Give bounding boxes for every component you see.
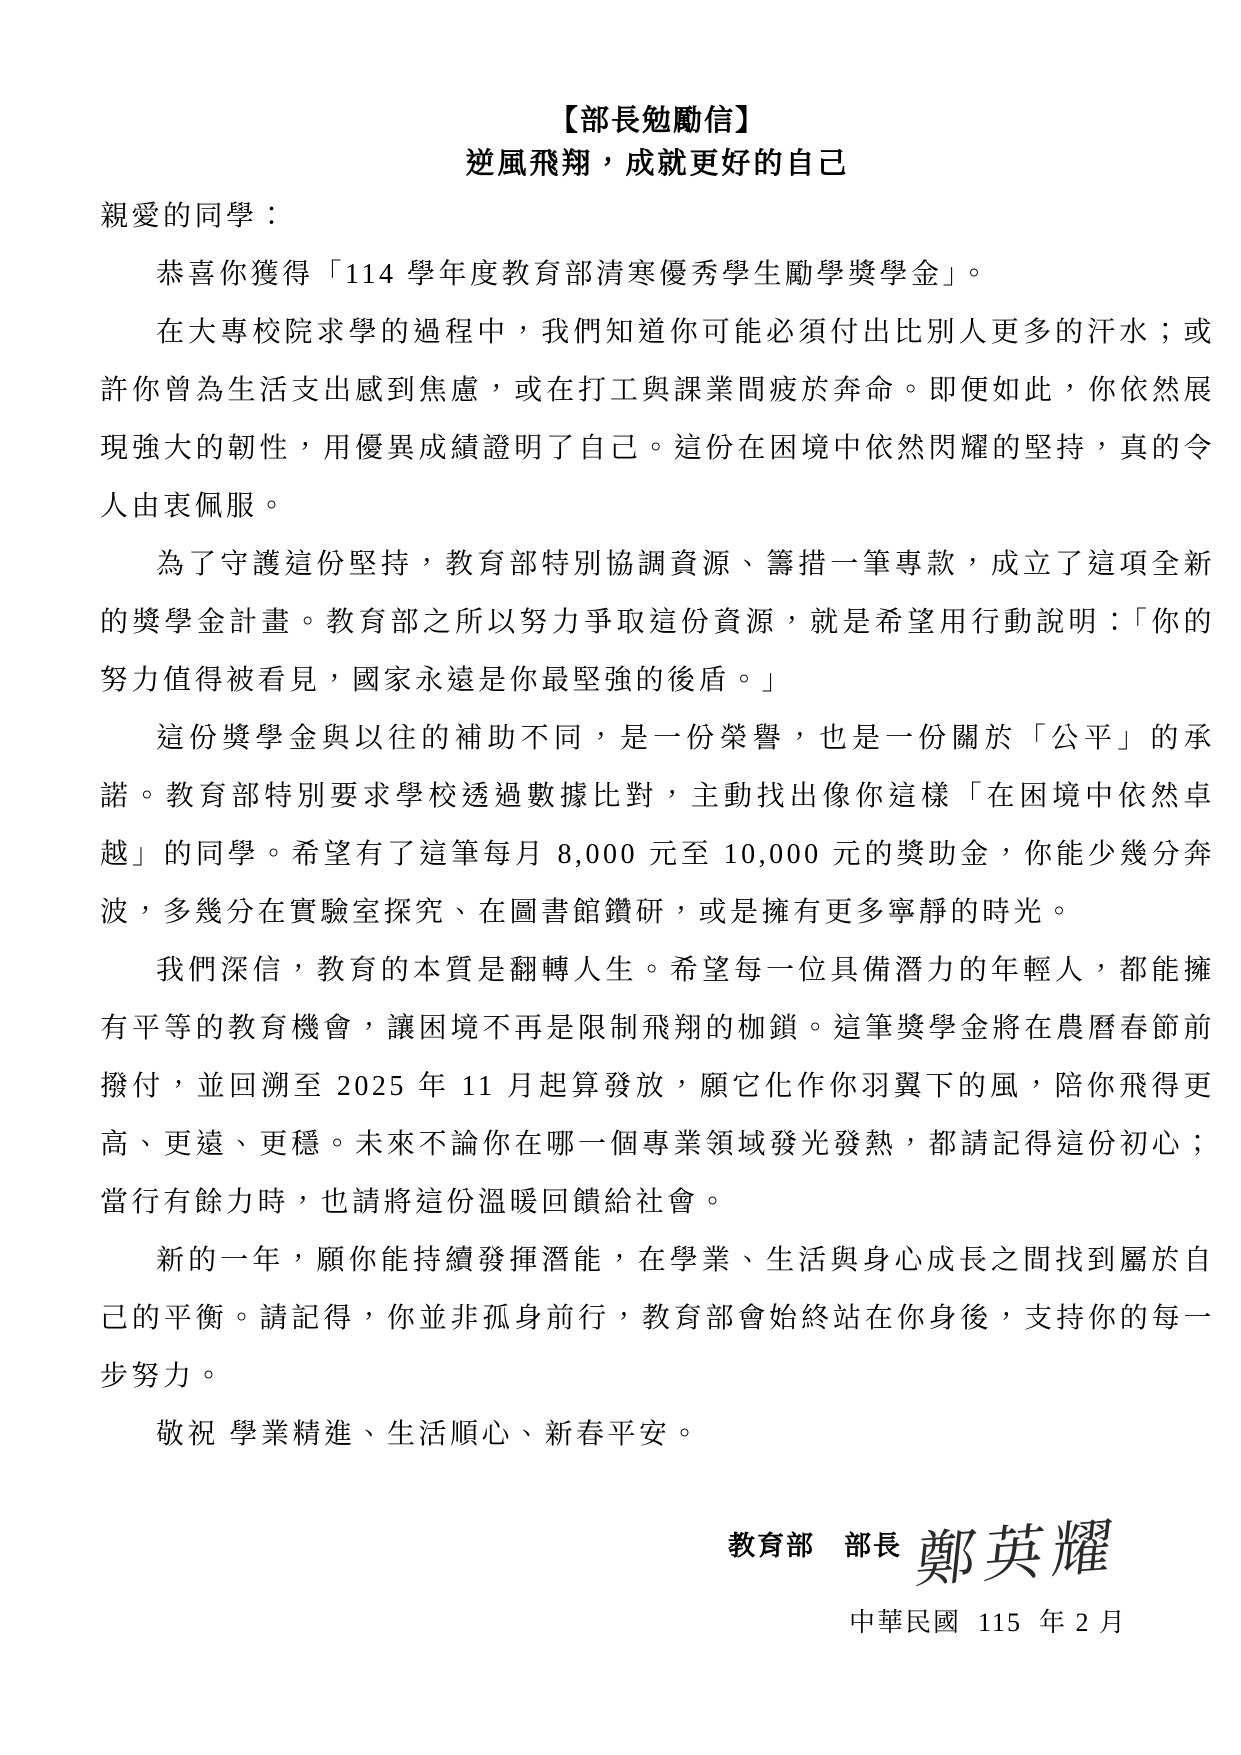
closing-line: 敬祝 學業精進、生活順心、新春平安。 — [156, 1419, 703, 1450]
paragraph: 恭喜你獲得「114 學年度教育部清寒優秀學生勵學獎學金」。 — [156, 259, 992, 290]
paragraph: 為了守護這份堅持，教育部特別協調資源、籌措一筆專款，成立了這項全新的獎學金計畫。教育部之所以努力爭取這份資源，就是希望用行動說明：「你的努力值得被看見，國家永遠是你最堅強的後盾。」 — [100, 549, 1215, 696]
signature-block — [100, 1513, 1215, 1595]
handwritten-signature: 鄭英耀 — [912, 1513, 1124, 1595]
paragraph: 我們深信，教育的本質是翻轉人生。希望每一位具備潛力的年輕人，都能擁有平等的教育機會，讓困境不再是限制飛翔的枷鎖。這筆獎學金將在農曆春節前撥付，並回溯至 2025 年 11 月起算發放，願它化作你羽翼下的風，陪你飛得更高、更遠、更穩。未來不論你在哪一個專業領域發光發熱，都請記得這份初心；當行有餘力時，也請將這份溫暖回饋給社會。 — [100, 955, 1215, 1218]
letter-body — [100, 188, 1215, 1466]
letter-title: 【部長勉勵信】 — [548, 105, 766, 137]
date-line: 中華民國 115 年 2 月 — [848, 1608, 1127, 1637]
paragraph: 這份獎學金與以往的補助不同，是一份榮譽，也是一份關於「公平」的承諾。教育部特別要求學校透過數據比對，主動找出像你這樣「在困境中依然卓越」的同學。希望有了這筆每月 8,000 元至 10,000 元的獎助金，你能少幾分奔波，多幾分在實驗室探究、在圖書館鑽研，或是擁有更多寧靜的時光。 — [100, 723, 1215, 928]
paragraph: 新的一年，願你能持續發揮潛能，在學業、生活與身心成長之間找到屬於自己的平衡。請記得，你並非孤身前行，教育部會始終站在你身後，支持你的每一步努力。 — [100, 1245, 1215, 1392]
salutation-line: 親愛的同學： — [100, 201, 290, 232]
paragraphs — [100, 246, 1215, 1406]
signature-title: 教育部 部長 — [728, 1531, 902, 1561]
letter-subtitle: 逆風飛翔，成就更好的自己 — [465, 148, 850, 180]
paragraph: 在大專校院求學的過程中，我們知道你可能必須付出比別人更多的汗水；或許你曾為生活支出感到焦慮，或在打工與課業間疲於奔命。即便如此，你依然展現強大的韌性，用優異成績證明了自己。這份在困境中依然閃耀的堅持，真的令人由衷佩服。 — [100, 317, 1215, 522]
